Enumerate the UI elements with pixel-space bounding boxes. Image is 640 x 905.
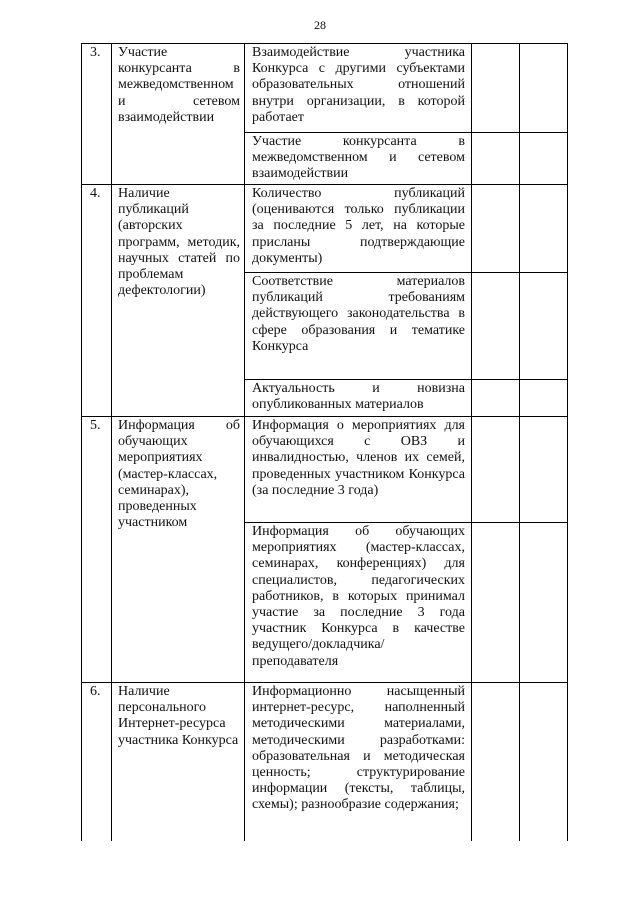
indicator-cell: Информация об обучающих мероприятиях (мастер-классах, семинарах, конференциях) для специалистов, педагогических работников, в которых принимал участие за последние 3 года участник Конкурса в качестве ведущего/докладчика/ преподавателя xyxy=(245,523,472,683)
table-row xyxy=(82,683,568,841)
score-cell xyxy=(472,133,520,185)
table-row xyxy=(82,417,568,523)
row-number: 5. xyxy=(82,417,112,683)
row-number: 6. xyxy=(82,683,112,841)
score-cell xyxy=(520,523,568,683)
score-cell xyxy=(472,185,520,273)
indicator-cell: Актуальность и новизна опубликованных материалов xyxy=(245,380,472,417)
score-cell xyxy=(472,523,520,683)
table-row xyxy=(82,44,568,133)
criterion-cell: Наличие персонального Интернет-ресурса участника Конкурса xyxy=(112,683,245,841)
score-cell xyxy=(520,44,568,133)
score-cell xyxy=(472,380,520,417)
score-cell xyxy=(472,273,520,380)
indicator-cell: Информационно насыщенный интернет-ресурс, наполненный методическими материалами, методическими разработками: образовательная и методическая ценность; структурирование информации (тексты, таблицы, схемы); разнообразие содержания; xyxy=(245,683,472,841)
row-number: 3. xyxy=(82,44,112,185)
score-cell xyxy=(520,380,568,417)
criteria-table xyxy=(81,43,568,841)
row-number: 4. xyxy=(82,185,112,417)
indicator-cell: Взаимодействие участника Конкурса с другими субъектами образовательных отношений внутри организации, в которой работает xyxy=(245,44,472,133)
score-cell xyxy=(472,683,520,841)
score-cell xyxy=(520,273,568,380)
indicator-cell: Количество публикаций (оцениваются только публикации за последние 5 лет, на которые присланы подтверждающие документы) xyxy=(245,185,472,273)
score-cell xyxy=(520,417,568,523)
score-cell xyxy=(472,44,520,133)
indicator-cell: Информация о мероприятиях для обучающихся с ОВЗ и инвалидностью, членов их семей, проведенных участником Конкурса (за последние 3 года) xyxy=(245,417,472,523)
score-cell xyxy=(472,417,520,523)
table-row xyxy=(82,185,568,273)
score-cell xyxy=(520,683,568,841)
score-cell xyxy=(520,185,568,273)
page-number: 28 xyxy=(314,18,326,32)
criterion-cell: Участие конкурсанта в межведомственном и сетевом взаимодействии xyxy=(112,44,245,185)
indicator-cell: Участие конкурсанта в межведомственном и сетевом взаимодействии xyxy=(245,133,472,185)
criterion-cell: Информация об обучающих мероприятиях (мастер-классах, семинарах), проведенных участником xyxy=(112,417,245,683)
criterion-cell: Наличие публикаций (авторских программ, методик, научных статей по проблемам дефектологии) xyxy=(112,185,245,417)
indicator-cell: Соответствие материалов публикаций требованиям действующего законодательства в сфере образования и тематике Конкурса xyxy=(245,273,472,380)
score-cell xyxy=(520,133,568,185)
